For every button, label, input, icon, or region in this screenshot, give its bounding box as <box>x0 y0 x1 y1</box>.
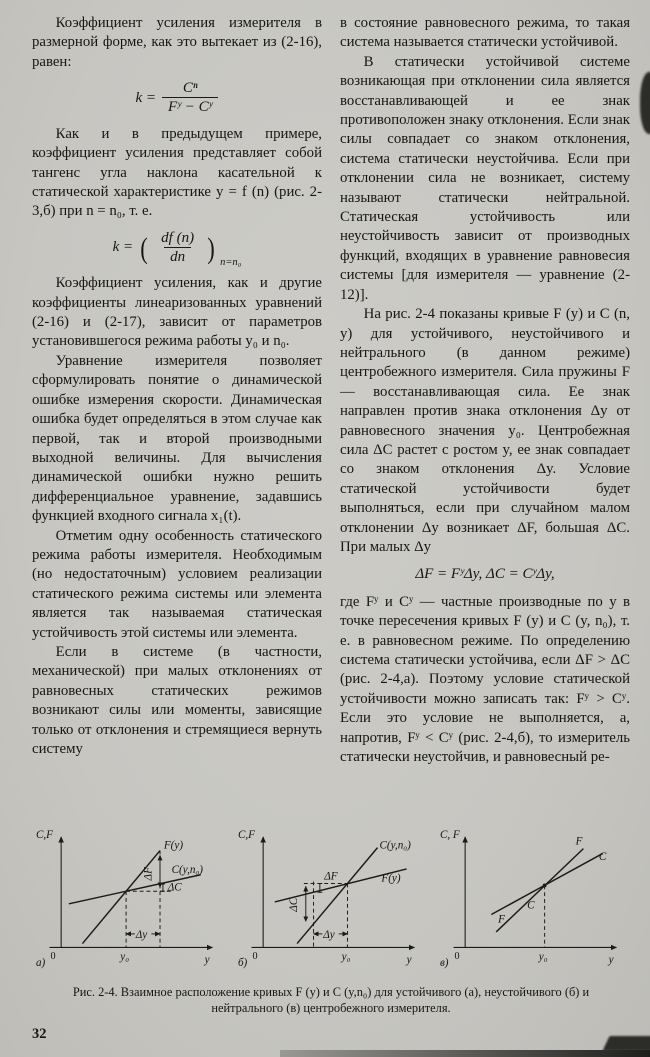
fraction-denominator: dn <box>164 247 191 266</box>
paragraph: где Fʸ и Cʸ — частные производные по y в точке пересечения кривых F (y) и C (y, n₀), т. е. в равновесном режиме. По определению система статически устойчива, если ΔF > ΔC (рис. 2-4,а). Поэтому условие статической устойчивости можно записать так: Fʸ > Cʸ. Если это условие не выполняется, а, напротив, Fʸ < Cʸ (рис. 2-4,б), то измеритель статически неустойчив, и равновесный ре- <box>340 593 630 766</box>
curve-c <box>297 848 377 944</box>
scan-artifact <box>280 1050 650 1057</box>
curve-c-lower-label: C <box>527 899 535 912</box>
delta-c-label: ΔC <box>288 897 301 912</box>
page-number: 32 <box>32 1026 47 1042</box>
origin-label: 0 <box>252 951 258 963</box>
plot-a-stable <box>34 824 224 974</box>
axes <box>454 837 617 948</box>
curve-c-upper-label: C <box>598 851 607 864</box>
paragraph: Отметим одну особенность статического режима работы измерителя. Необходимым (но недостаточным) условием реализации статического режима системы или элемента является так называемая статическая устойчивость этой системы или элемента. <box>32 527 322 641</box>
paragraph: В статически устойчивой системе возникающая при отклонении сила является восстанавливающей и ее знак противоположен знаку отклонения. Если знак силы совпадает со знаком отклонения, система статически неустойчива. Если при отклонении сила не возникает, систему называют статически нейтральной. Статическая устойчивость или неустойчивость зависит от производных функций, входящих в уравнение равновесия системы [для измерителя — уравнение (2-12)]. <box>340 53 630 303</box>
curve-f-label: F(y) <box>381 872 401 885</box>
right-column <box>340 14 630 810</box>
figure-2-4-plots <box>32 824 630 974</box>
right-paren: ) <box>207 231 215 265</box>
delta-y-label: Δy <box>135 928 148 941</box>
y-axis-label: C,F <box>35 828 53 841</box>
fraction <box>155 230 200 267</box>
curve-f-upper-label: F <box>575 835 583 848</box>
curve-c-label: C(y,n₀) <box>171 863 204 876</box>
x-axis-label: y <box>608 953 614 966</box>
delta-f-label: ΔF <box>324 870 338 883</box>
formula-lhs: k = <box>135 89 157 106</box>
paragraph: Коэффициент усиления, как и другие коэффициенты линеаризованных уравнений (2-16) и (2-17), зависит от параметров установившегося режима работы y₀ и n₀. <box>32 275 322 350</box>
x-axis-label: y <box>406 953 412 966</box>
scan-artifact <box>640 72 650 134</box>
plot-v-neutral <box>438 824 628 974</box>
formula-text: ΔF = FʸΔy, ΔC = CʸΔy, <box>415 566 555 583</box>
fraction-denominator: Fʸ − Cʸ <box>162 97 218 116</box>
text-columns <box>32 14 630 810</box>
subfigure-label: б) <box>237 956 248 969</box>
curve-f <box>82 851 160 944</box>
y0-tick-label: y₀ <box>538 951 548 964</box>
y0-tick-label: y₀ <box>120 951 130 964</box>
curve-f-lower-label: F <box>498 913 505 926</box>
y-axis-label: C,F <box>237 828 255 841</box>
formula-gain-derivative <box>32 230 322 267</box>
delta-c-label: ΔC <box>167 881 182 894</box>
delta-f-label: ΔF <box>142 867 155 881</box>
subfigure-label: а) <box>35 956 46 969</box>
paragraph: На рис. 2-4 показаны кривые F (y) и C (n, y) для устойчивого, неустойчивого и нейтрального (в данном режиме) центробежного измерителя. Сила пружины F — восстанавливающая сила. Ее знак направлен против знака отклонения Δy от равновесного значения y₀. Центробежная сила ΔC растет с ростом y, ее знак совпадает со знаком отклонения Δy. Условие статической устойчивости будет выполняться, если при случайном малом отклонении Δy возникает ΔF, большая ΔC. При малых Δy <box>340 306 630 555</box>
formula-lhs: k = <box>112 239 134 256</box>
paragraph: в состояние равновесного режима, то такая система называется статически устойчивой. <box>340 15 630 51</box>
left-column <box>32 14 322 810</box>
fraction-numerator: df (n) <box>161 229 195 246</box>
formula-deltas <box>340 565 630 584</box>
curve-c-label: C(y,n₀) <box>379 839 411 852</box>
paragraph: Если в системе (в частности, механической) при малых отклонениях от равновесных статических режимов возникают силы или моменты, зависящие только от отклонения и стремящиеся вернуть систему <box>32 643 322 757</box>
scan-artifact <box>603 1036 650 1051</box>
plot-b-unstable <box>236 824 426 974</box>
formula-gain-dimensional <box>32 80 322 117</box>
left-paren: ( <box>140 231 148 265</box>
curve-f-label: F(y) <box>163 839 184 852</box>
curve-c <box>491 853 602 914</box>
origin-label: 0 <box>50 951 56 963</box>
curve-f <box>496 849 583 932</box>
delta-c-bracket <box>160 884 165 891</box>
x-axis-label: y <box>204 953 210 966</box>
paragraph: Уравнение измерителя позволяет сформулировать понятие о динамической ошибке измерения скорости. Динамическая ошибка будет определяться в этом случае как первой, так и второй производными выходной величины. Для вычисления динамической ошибки нужно решить дифференциальное уравнение, задавшись функцией входного сигнала x₁(t). <box>32 352 322 525</box>
fraction <box>162 80 218 117</box>
paragraph: Коэффициент усиления измерителя в размерной форме, как это вытекает из (2-16), равен: <box>32 15 322 70</box>
subfigure-label: в) <box>439 956 449 969</box>
y0-tick-label: y₀ <box>341 951 351 964</box>
delta-y-label: Δy <box>323 928 335 941</box>
figure-caption: Рис. 2-4. Взаимное расположение кривых F (y) и C (y,n₀) для устойчивого (а), неустойчивого (б) и нейтрального (в) центробежного измерителя. <box>72 985 590 1015</box>
origin-label: 0 <box>454 951 460 963</box>
paragraph: Как и в предыдущем примере, коэффициент усиления представляет собой тангенс угла наклона касательной к статической характеристике y = f (n) (рис. 2-3,б) при n = n₀, т. е. <box>32 125 322 220</box>
fraction-numerator: Cⁿ <box>182 80 198 97</box>
axes <box>50 837 213 948</box>
formula-subscript: n=n₀ <box>220 256 242 268</box>
y-axis-label: C, F <box>439 828 460 841</box>
